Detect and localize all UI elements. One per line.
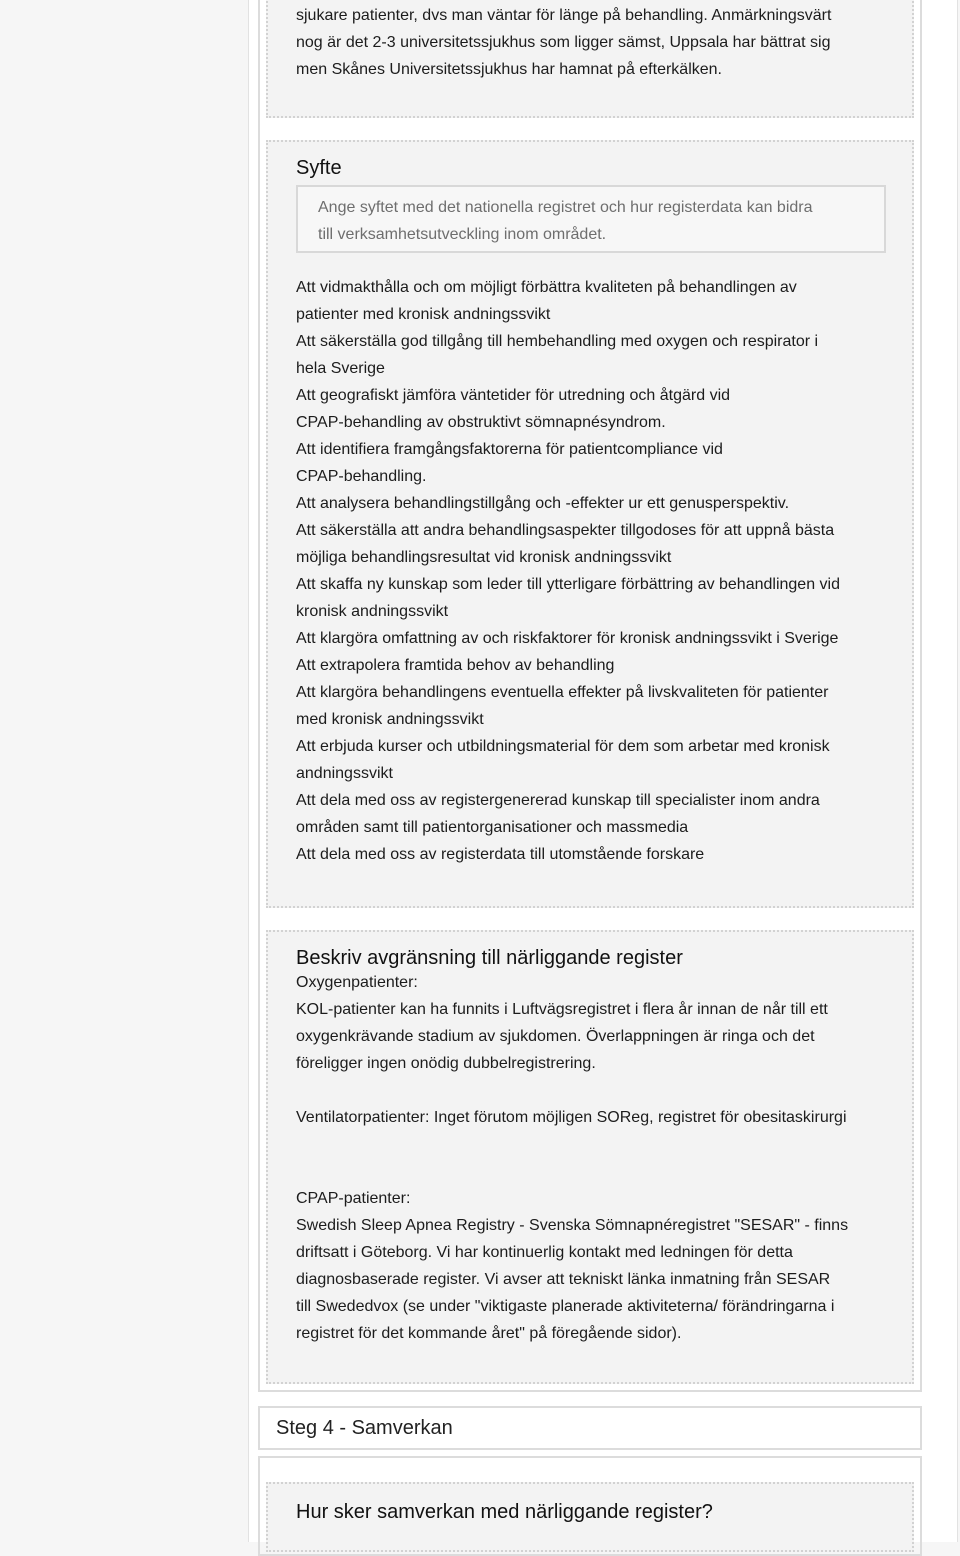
goal-line: Att erbjuda kurser och utbildningsmaterial för dem som arbetar med kronisk — [296, 738, 830, 755]
ventilator-line: Ventilatorpatienter: Inget förutom möjligen SOReg, registret för obesitaskirurgi — [296, 1109, 847, 1126]
cpap-heading: CPAP-patienter: — [296, 1190, 411, 1207]
goal-item — [296, 787, 896, 841]
avgransning-panel — [266, 930, 914, 1384]
goal-line: Att geografiskt jämföra väntetider för utredning och åtgärd vid — [296, 387, 731, 404]
goal-line: CPAP-behandling av obstruktivt sömnapnésyndrom. — [296, 414, 666, 431]
goal-item — [296, 382, 896, 436]
goal-line: Att klargöra behandlingens eventuella effekter på livskvaliteten för patienter — [296, 684, 829, 701]
samverkan-question: Hur sker samverkan med närliggande register? — [296, 1501, 713, 1523]
goal-line: andningssvikt — [296, 765, 393, 782]
intro-line: sjukare patienter, dvs man väntar för länge på behandling. Anmärkningsvärt — [296, 7, 832, 24]
goal-item — [296, 571, 896, 625]
goal-line: Att säkerställa att andra behandlingsaspekter tillgodoses för att uppnå bästa — [296, 522, 835, 539]
goal-line: Att dela med oss av registerdata till utomstående forskare — [296, 846, 705, 863]
goal-item — [296, 328, 896, 382]
intro-line: nog är det 2-3 universitetssjukhus som ligger sämst, Uppsala har bättrat sig — [296, 34, 831, 51]
goal-line: möjliga behandlingsresultat vid kronisk andningssvikt — [296, 549, 672, 566]
syfte-hint — [296, 185, 886, 253]
cpap-line: till Swededvox (se under "viktigaste planerade aktiviteterna/ förändringarna i — [296, 1298, 835, 1315]
goal-item — [296, 490, 896, 517]
goal-item — [296, 652, 896, 679]
syfte-panel — [266, 140, 914, 908]
goal-item — [296, 274, 896, 328]
avgransning-title: Beskriv avgränsning till närliggande register — [296, 947, 683, 969]
goal-item — [296, 436, 896, 490]
goal-item — [296, 841, 896, 868]
goal-line: Att extrapolera framtida behov av behandling — [296, 657, 615, 674]
goal-line: kronisk andningssvikt — [296, 603, 449, 620]
goal-line: med kronisk andningssvikt — [296, 711, 484, 728]
goal-item — [296, 679, 896, 733]
goal-line: Att dela med oss av registergenererad kunskap till specialister inom andra — [296, 792, 820, 809]
goal-line: Att skaffa ny kunskap som leder till ytterligare förbättring av behandlingen vid — [296, 576, 840, 593]
hint-line: till verksamhetsutveckling inom området. — [318, 226, 607, 243]
intro-panel — [266, 0, 914, 118]
intro-line: men Skånes Universitetssjukhus har hamnat på efterkälken. — [296, 61, 722, 78]
goal-item — [296, 733, 896, 787]
goal-line: Att analysera behandlingstillgång och -effekter ur ett genusperspektiv. — [296, 495, 790, 512]
goal-list — [296, 274, 896, 868]
goal-line: Att vidmakthålla och om möjligt förbättra kvaliteten på behandlingen av — [296, 279, 797, 296]
oxygen-line: KOL-patienter kan ha funnits i Luftvägsregistret i flera år innan de når till ett — [296, 1001, 828, 1018]
steg4-header — [258, 1406, 922, 1450]
samverkan-panel — [266, 1482, 914, 1552]
oxygen-heading: Oxygenpatienter: — [296, 974, 418, 991]
cpap-line: registret för det kommande året" på föregående sidor). — [296, 1325, 682, 1342]
goal-line: Att säkerställa god tillgång till hembehandling med oxygen och respirator i — [296, 333, 819, 350]
goal-line: Att klargöra omfattning av och riskfaktorer för kronisk andningssvikt i Sverige — [296, 630, 839, 647]
goal-line: CPAP-behandling. — [296, 468, 427, 485]
cpap-line: Swedish Sleep Apnea Registry - Svenska Sömnapnéregistret "SESAR" - finns — [296, 1217, 849, 1234]
goal-line: patienter med kronisk andningssvikt — [296, 306, 551, 323]
goal-item — [296, 625, 896, 652]
goal-line: Att identifiera framgångsfaktorerna för patientcompliance vid — [296, 441, 723, 458]
steg4-title: Steg 4 - Samverkan — [276, 1417, 453, 1439]
oxygen-line: oxygenkrävande stadium av sjukdomen. Överlappningen är ringa och det — [296, 1028, 815, 1045]
goal-line: områden samt till patientorganisationer och massmedia — [296, 819, 689, 836]
oxygen-line: föreligger ingen onödig dubbelregistrering. — [296, 1055, 596, 1072]
syfte-title: Syfte — [296, 157, 342, 179]
cpap-line: diagnosbaserade register. Vi avser att tekniskt länka inmatning från SESAR — [296, 1271, 831, 1288]
goal-item — [296, 517, 896, 571]
goal-line: hela Sverige — [296, 360, 385, 377]
hint-line: Ange syftet med det nationella registret och hur registerdata kan bidra — [318, 199, 813, 216]
cpap-line: driftsatt i Göteborg. Vi har kontinuerlig kontakt med ledningen för detta — [296, 1244, 793, 1261]
